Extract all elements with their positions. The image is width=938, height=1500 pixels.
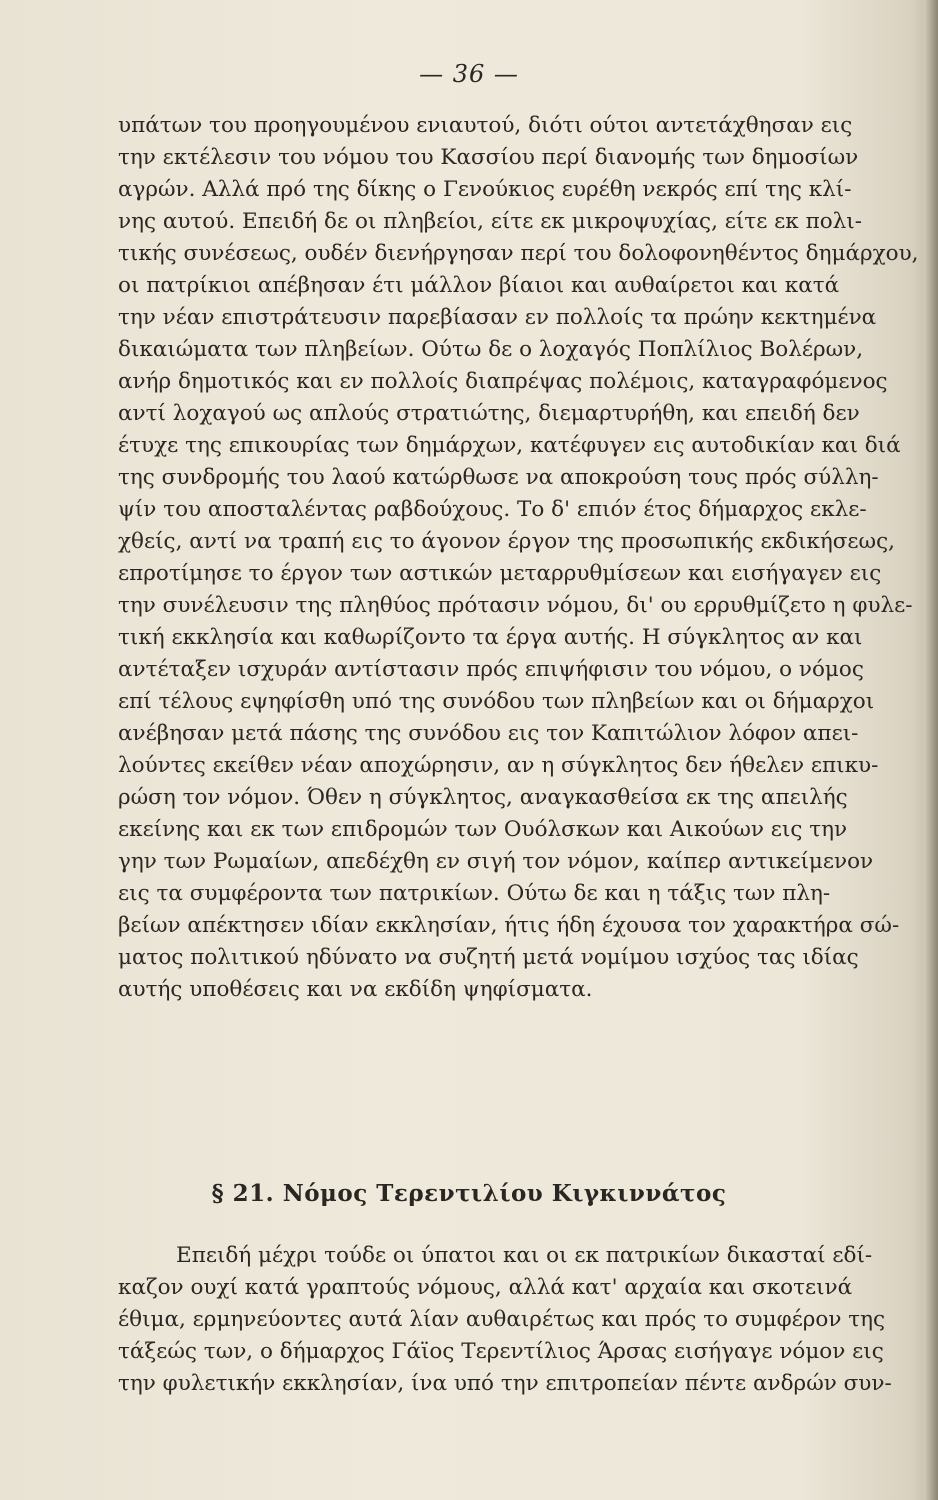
text-line: αγρών. Αλλά πρό της δίκης ο Γενούκιος ευρέθη νεκρός επί της κλί- (118, 177, 852, 202)
text-line: ανέβησαν μετά πάσης της συνόδου εις τον Καπιτώλιον λόφον απει- (118, 721, 859, 746)
page-number: — 36 — (419, 60, 519, 88)
text-line: Επειδή μέχρι τούδε οι ύπατοι και οι εκ πατρικίων δικασταί εδί- (176, 1243, 873, 1268)
text-line: οι πατρίκιοι απέβησαν έτι μάλλον βίαιοι και αυθαίρετοι και κατά (118, 273, 840, 298)
text-line: τάξεώς των, ο δήμαρχος Γάϊος Τερεντίλιος Άρσας εισήγαγε νόμον εις (118, 1339, 884, 1364)
text-line: βείων απέκτησεν ιδίαν εκκλησίαν, ήτις ήδη έχουσα τον χαρακτήρα σώ- (118, 913, 900, 938)
text-line: την συνέλευσιν της πληθύος πρότασιν νόμου, δι' ου ερρυθμίζετο η φυλε- (118, 593, 913, 618)
text-line: υπάτων του προηγουμένου ενιαυτού, διότι ούτοι αντετάχθησαν εις (118, 113, 853, 138)
text-line: την νέαν επιστράτευσιν παρεβίασαν εν πολλοίς τα πρώην κεκτημένα (118, 305, 877, 330)
text-line: δικαιώματα των πληβείων. Ούτω δε ο λοχαγός Ποπλίλιος Βολέρων, (118, 337, 864, 362)
text-line: εις τα συμφέροντα των πατρικίων. Ούτω δε και η τάξις των πλη- (118, 881, 831, 906)
text-line: τική εκκλησία και καθωρίζοντο τα έργα αυτής. Η σύγκλητος αν και (118, 625, 863, 650)
text-line: έθιμα, ερμηνεύοντες αυτά λίαν αυθαιρέτως και πρός το συμφέρον της (118, 1307, 886, 1332)
text-line: αντέταξεν ισχυράν αντίστασιν πρός επιψήφισιν του νόμου, ο νόμος (118, 657, 864, 682)
text-line: αντί λοχαγού ως απλούς στρατιώτης, διεμαρτυρήθη, και επειδή δεν (118, 401, 860, 426)
text-line: τικής συνέσεως, ουδέν διενήργησαν περί του δολοφονηθέντος δημάρχου, (118, 241, 919, 266)
text-line: επί τέλους εψηφίσθη υπό της συνόδου των πληβείων και οι δήμαρχοι (118, 689, 875, 714)
text-line: έτυχε της επικουρίας των δημάρχων, κατέφυγεν εις αυτοδικίαν και διά (118, 433, 901, 458)
text-line: νης αυτού. Επειδή δε οι πληβείοι, είτε εκ μικροψυχίας, είτε εκ πολι- (118, 209, 862, 234)
section-heading: § 21. Νόμος Τερεντιλίου Κιγκιννάτος (211, 1180, 727, 1207)
text-line: την φυλετικήν εκκλησίαν, ίνα υπό την επιτροπείαν πέντε ανδρών συν- (118, 1371, 892, 1396)
text-line: ψίν του αποσταλέντας ραβδούχους. Το δ' επιόν έτος δήμαρχος εκλε- (118, 497, 867, 522)
text-line: εκείνης και εκ των επιδρομών των Ουόλσκων και Αικούων εις την (118, 817, 848, 842)
text-line: ρώση τον νόμον. Όθεν η σύγκλητος, αναγκασθείσα εκ της απειλής (118, 785, 848, 810)
text-line: της συνδρομής του λαού κατώρθωσε να αποκρούση τους πρός σύλλη- (118, 465, 879, 490)
text-line: αυτής υποθέσεις και να εκδίδη ψηφίσματα. (118, 977, 593, 1002)
text-line: ματος πολιτικού ηδύνατο να συζητή μετά νομίμου ισχύος τας ιδίας (118, 945, 859, 970)
text-line: καζον ουχί κατά γραπτούς νόμους, αλλά κατ' αρχαία και σκοτεινά (118, 1275, 853, 1300)
paragraph-2 (118, 1240, 930, 1400)
text-line: επροτίμησε το έργον των αστικών μεταρρυθμίσεων και εισήγαγεν εις (118, 561, 882, 586)
text-line: ανήρ δημοτικός και εν πολλοίς διαπρέψας πολέμοις, καταγραφόμενος (118, 369, 888, 394)
text-line: γην των Ρωμαίων, απεδέχθη εν σιγή τον νόμον, καίπερ αντικείμενον (118, 849, 874, 874)
paragraph-1 (118, 110, 930, 1006)
text-line: χθείς, αντί να τραπή εις το άγονον έργον της προσωπικής εκδικήσεως, (118, 529, 895, 554)
text-line: λούντες εκείθεν νέαν αποχώρησιν, αν η σύγκλητος δεν ήθελεν επικυ- (118, 753, 879, 778)
text-line: την εκτέλεσιν του νόμου του Κασσίου περί διανομής των δημοσίων (118, 145, 859, 170)
